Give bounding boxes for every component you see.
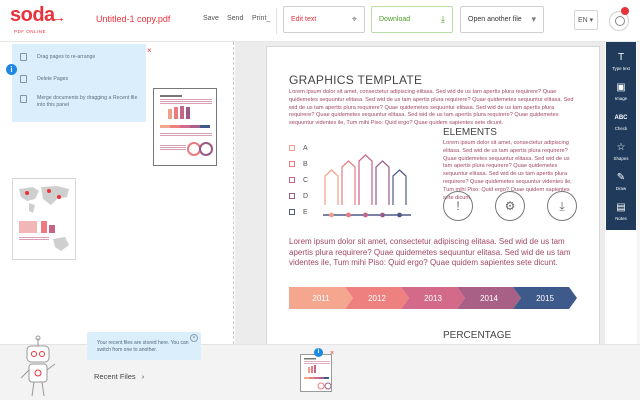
send-button[interactable]: Send xyxy=(227,15,244,22)
element-bar-e xyxy=(393,170,406,205)
legend-item xyxy=(289,177,308,184)
delete-icon xyxy=(20,75,27,83)
legend-swatch xyxy=(289,193,295,199)
intro-paragraph: Lorem ipsum dolor sit amet, consectetur adipiscing elitasa. Sed wid de us tam apertis plura requirere? Quae quidemetes sequuntur elitasa. Sed wid de us tam apertis plura requirere? Quae quidemetes sequuntur elitasa. Sed wid de us tam apertis plura requirere? Quae quidemetes sequuntur elitasa. Sed wid de us tam apertis plura requirere? Quae quidemetes sequuntur elitasa. Sed wid de us tam apertis plura requirere? Quae quidemetes sequuntur videntes ile, Tum mihi Piso: Quid ergo? Quae quidem sapientes sete dicunt. xyxy=(289,89,574,127)
legend-label: B xyxy=(303,161,308,168)
chevron-right-icon: › xyxy=(141,372,145,381)
element-bar-b xyxy=(342,161,355,205)
close-icon[interactable]: × xyxy=(330,350,335,357)
slider-dot xyxy=(346,213,351,218)
image-tool[interactable] xyxy=(606,78,636,107)
pages-panel xyxy=(0,42,234,344)
tool-label: Type text xyxy=(612,66,630,71)
elements-paragraph: Lorem ipsum dolor sit amet, consectetur adipiscing elitasa. Sed wid de us tam apertis plura requirere? Quae quidemetes sequuntur elitasa. Sed wid de us tam apertis plura requirere? Quae quidemetes sequuntur elitasa. Sed wid de us tam apertis plura requirere? Quae quidemetes sequuntur videntes ile, Tum mihi Piso: Quid ergo? Quae quidem sapientes sete dicunt. xyxy=(443,140,572,201)
close-icon[interactable]: × xyxy=(190,334,198,342)
timeline-year: 2011 xyxy=(312,294,330,303)
thumbnail-preview xyxy=(301,355,332,392)
thumbnail-preview xyxy=(154,89,217,166)
close-icon[interactable]: × xyxy=(147,46,152,55)
toolbar-divider xyxy=(276,8,277,34)
page-heading: GRAPHICS TEMPLATE xyxy=(289,73,423,87)
tooltip-text: Your recent files are stored here. You can switch from one to another. xyxy=(97,340,189,353)
logo-text: soda xyxy=(10,4,55,26)
timeline-year: 2013 xyxy=(424,294,442,303)
type-text-icon: T xyxy=(617,52,625,63)
elements-heading: ELEMENTS xyxy=(443,127,497,138)
check-tool[interactable] xyxy=(606,108,636,137)
legend-item xyxy=(289,209,308,216)
download-button[interactable] xyxy=(371,6,453,33)
image-icon: ▣ xyxy=(616,82,626,93)
star-icon: ☆ xyxy=(616,142,626,153)
download-icon: ⤓ xyxy=(547,191,577,221)
slider-dot xyxy=(397,213,402,218)
shapes-tool[interactable] xyxy=(606,138,636,167)
slider-dot xyxy=(329,213,334,218)
timeline-year: 2015 xyxy=(536,294,554,303)
gear-icon: ⚙ xyxy=(495,191,525,221)
legend-item xyxy=(289,193,308,200)
main-paragraph: Lorem ipsum dolor sit amet, consectetur adipiscing elitasa. Sed wid de us tam apertis plura requirere? Quae quidemetes sequuntur elitasa. Sed wid de us tam videntes ile, Tum mihi Piso: Quid ergo? Quae quidem sapientes sete dicunt. xyxy=(289,237,571,267)
legend-swatch xyxy=(289,161,295,167)
tips-box xyxy=(12,44,152,122)
notes-tool[interactable] xyxy=(606,198,636,227)
info-icon[interactable]: i xyxy=(6,64,17,75)
pencil-icon: ✎ xyxy=(616,172,626,183)
recent-files-tooltip xyxy=(87,332,201,360)
type-text-tool[interactable] xyxy=(606,48,636,77)
alert-icon: ! xyxy=(443,191,473,221)
tip-label: Drag pages to re-arrange xyxy=(37,54,96,60)
legend-swatch xyxy=(289,177,295,183)
timeline-graphic xyxy=(289,287,581,311)
top-toolbar xyxy=(0,0,640,42)
legend-label: C xyxy=(303,177,309,184)
download-label: Download xyxy=(379,16,411,23)
logo-subtitle: PDF ONLINE xyxy=(14,29,47,34)
open-another-file-dropdown[interactable] xyxy=(460,6,544,33)
logo-arrow-icon: → xyxy=(51,9,66,26)
open-another-file-label: Open another file xyxy=(468,16,522,23)
tool-label: Draw xyxy=(615,186,627,191)
page-thumbnail-2[interactable] xyxy=(12,178,76,260)
recent-files-label: Recent Files xyxy=(94,372,136,381)
tool-label: Check xyxy=(614,126,628,131)
thumbnail-preview xyxy=(13,179,76,260)
element-bar-a xyxy=(325,170,338,205)
elements-bar-graphic xyxy=(319,143,415,223)
drag-icon xyxy=(20,53,27,61)
language-label: EN xyxy=(578,17,588,24)
tool-label: Image xyxy=(614,96,628,101)
merge-icon xyxy=(20,95,27,103)
legend-label: A xyxy=(303,145,308,152)
legend-item xyxy=(289,161,308,168)
legend-label: E xyxy=(303,209,308,216)
page-thumbnail-1[interactable] xyxy=(153,88,217,166)
slider-dot xyxy=(380,213,385,218)
draw-tool[interactable] xyxy=(606,168,636,197)
element-bar-d xyxy=(376,161,389,205)
recent-files-link[interactable] xyxy=(94,372,144,381)
notification-badge xyxy=(621,7,629,15)
legend-label: D xyxy=(303,193,309,200)
tools-sidebar xyxy=(606,42,636,230)
document-title[interactable]: Untitled-1 copy.pdf xyxy=(96,14,171,24)
tool-label: Shapes xyxy=(613,156,629,161)
slider-dot xyxy=(363,213,368,218)
save-button[interactable]: Save xyxy=(203,15,219,22)
language-selector[interactable] xyxy=(574,10,598,30)
robot-mascot-icon xyxy=(18,334,58,400)
notes-icon: ▤ xyxy=(616,202,626,213)
soda-logo[interactable] xyxy=(10,6,70,36)
recent-file-thumbnail[interactable] xyxy=(300,354,332,392)
timeline-year: 2014 xyxy=(480,294,498,303)
tool-label: Notes xyxy=(615,216,627,221)
download-icon: ⤓ xyxy=(441,14,445,24)
legend-swatch xyxy=(289,145,295,151)
tip-label: Merge documents by dragging a Recent file into this panel xyxy=(37,95,138,108)
cursor-icon: ⌖ xyxy=(351,14,357,24)
timeline-year: 2012 xyxy=(368,294,386,303)
info-icon[interactable]: i xyxy=(314,348,323,357)
chevron-down-icon: ▾ xyxy=(587,17,594,24)
element-bar-c xyxy=(359,155,372,205)
legend-swatch xyxy=(289,209,295,215)
spellcheck-icon: ABC xyxy=(614,115,628,121)
legend-item xyxy=(289,145,308,152)
chevron-down-icon: ▾ xyxy=(531,14,536,24)
pdf-page[interactable] xyxy=(266,46,600,346)
tip-label: Delete Pages xyxy=(37,76,69,82)
print-button[interactable]: Print_ xyxy=(252,15,271,22)
edit-text-button[interactable] xyxy=(283,6,365,33)
percentage-heading: PERCENTAGE xyxy=(443,330,512,341)
edit-text-label: Edit text xyxy=(291,16,317,23)
